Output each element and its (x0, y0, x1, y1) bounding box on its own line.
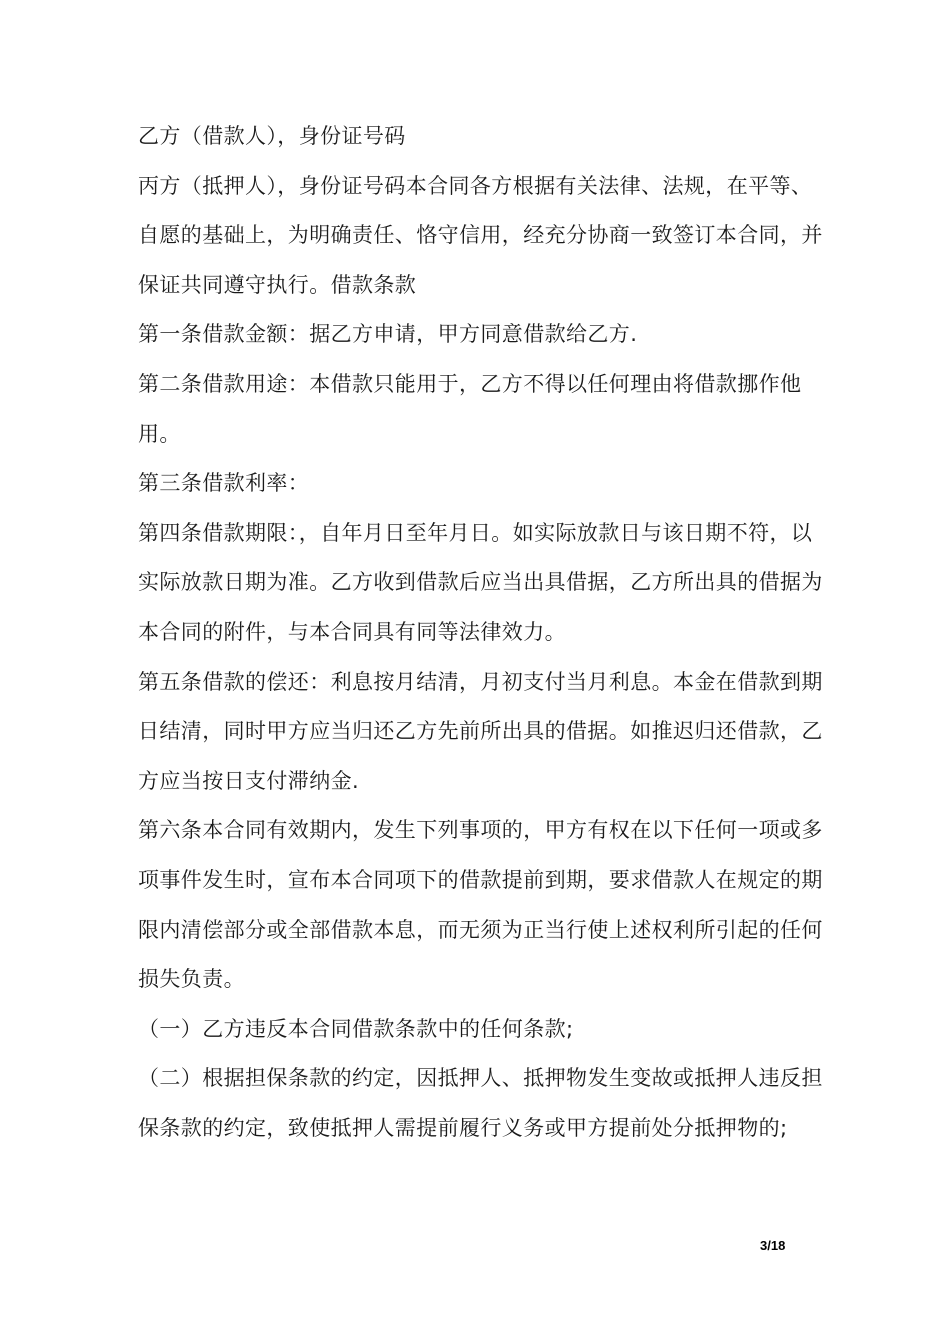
paragraph-article-3: 第三条借款利率： (138, 471, 310, 496)
document-body (138, 112, 828, 1153)
paragraph-article-5: 第五条借款的偿还：利息按月结清，月初支付当月利息。本金在借款到期日结清，同时甲方应当归还乙方先前所出具的借据。如推迟归还借款，乙方应当按日支付滞纳金. (138, 669, 823, 793)
paragraph-item-1: （一）乙方违反本合同借款条款中的任何条款; (138, 1016, 574, 1041)
paragraph-item-2: （二）根据担保条款的约定，因抵押人、抵押物发生变故或抵押人违反担保条款的约定，致使抵押人需提前履行义务或甲方提前处分抵押物的; (138, 1066, 823, 1140)
paragraph-article-4: 第四条借款期限：，自年月日至年月日。如实际放款日与该日期不符，以实际放款日期为准。乙方收到借款后应当出具借据，乙方所出具的借据为本合同的附件，与本合同具有同等法律效力。 (138, 520, 823, 644)
paragraph-article-6: 第六条本合同有效期内，发生下列事项的，甲方有权在以下任何一项或多项事件发生时，宣布本合同项下的借款提前到期，要求借款人在规定的期限内清偿部分或全部借款本息，而无须为正当行使上述权利所引起的任何损失负责。 (138, 818, 823, 992)
paragraph-party-b: 乙方（借款人），身份证号码 (138, 124, 406, 148)
paragraph-article-1: 第一条借款金额：据乙方申请，甲方同意借款给乙方. (138, 322, 638, 347)
paragraph-party-c-preamble: 丙方（抵押人），身份证号码本合同各方根据有关法律、法规，在平等、自愿的基础上，为明确责任、恪守信用，经充分协商一致签订本合同，并保证共同遵守执行。借款条款 (138, 173, 823, 297)
paragraph-article-2: 第二条借款用途：本借款只能用于，乙方不得以任何理由将借款挪作他用。 (138, 371, 802, 446)
page-number: 3/18 (760, 1238, 786, 1253)
